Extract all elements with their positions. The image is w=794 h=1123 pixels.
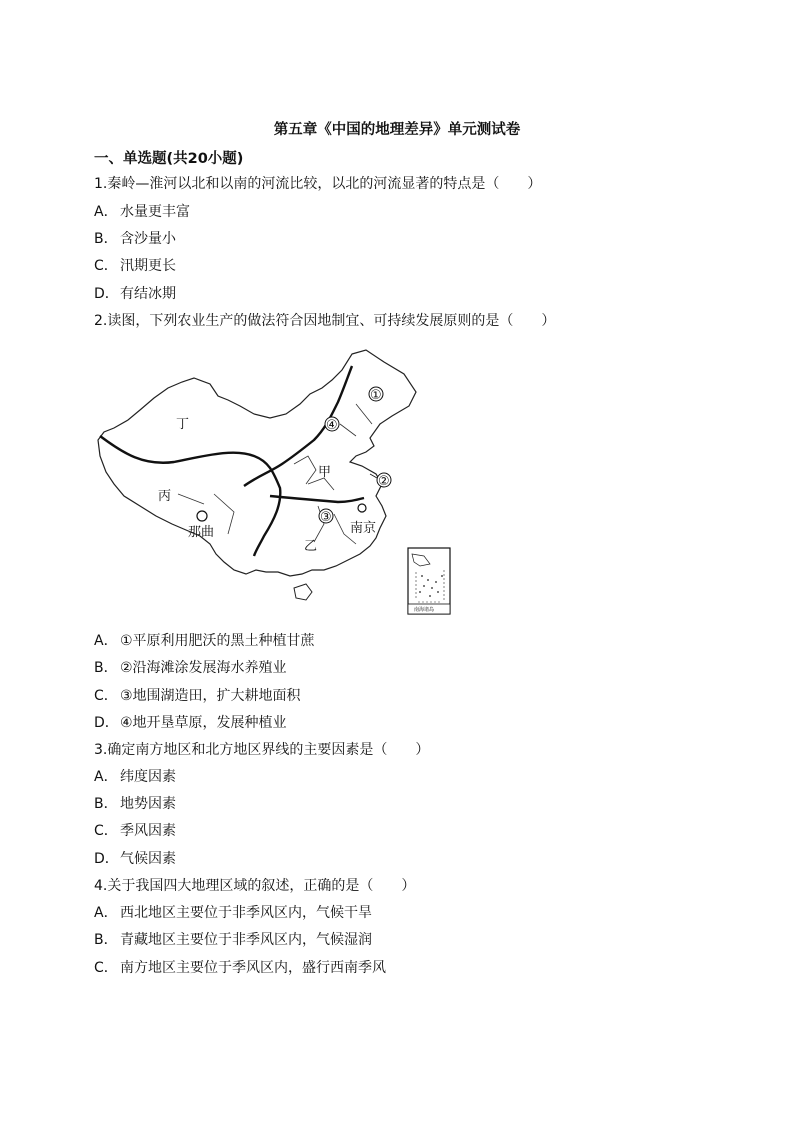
- q3-option-d: [94, 849, 176, 869]
- q1-option-b: [94, 229, 176, 249]
- q4-option-b: [94, 930, 372, 950]
- label-jia: 甲: [318, 465, 332, 480]
- q2-option-a: [94, 631, 315, 651]
- option-text: 含沙量小: [120, 231, 176, 247]
- label-yi: 乙: [304, 539, 318, 554]
- nanjing-marker: [358, 504, 366, 512]
- q3-option-b: [94, 794, 176, 814]
- boundary-qinling-huaihe: [270, 496, 364, 502]
- option-text: 地势因素: [120, 796, 176, 812]
- q1-option-d: [94, 284, 176, 304]
- label-bing: 丙: [158, 489, 172, 504]
- option-letter: D．: [94, 851, 119, 867]
- q3-option-c: [94, 821, 176, 841]
- hainan-island: [294, 584, 312, 600]
- section-heading: 一、单选题(共20小题): [94, 151, 244, 167]
- option-text: ③地围湖造田，扩大耕地面积: [120, 688, 301, 704]
- option-text: ①平原利用肥沃的黑土种植甘蔗: [120, 633, 315, 649]
- option-text: 青藏地区主要位于非季风区内，气候湿润: [120, 932, 372, 948]
- page-title: 第五章《中国的地理差异》单元测试卷: [273, 122, 521, 138]
- q2-option-d: [94, 713, 287, 733]
- option-text: ②沿海滩涂发展海水养殖业: [120, 660, 287, 676]
- option-letter: A．: [94, 905, 118, 921]
- option-text: 汛期更长: [120, 258, 176, 274]
- option-letter: D．: [94, 286, 119, 302]
- question-4-stem: 4.关于我国四大地理区域的叙述，正确的是（ ）: [94, 878, 416, 894]
- q2-option-c: [94, 686, 301, 706]
- label-marker-3: ③: [320, 510, 332, 525]
- label-nanjing: 南京: [350, 521, 377, 536]
- option-text: 南方地区主要位于季风区内，盛行西南季风: [120, 960, 386, 976]
- option-letter: D．: [94, 715, 119, 731]
- label-marker-2: ②: [378, 474, 390, 489]
- question-2-stem: 2.读图，下列农业生产的做法符合因地制宜、可持续发展原则的是（ ）: [94, 313, 556, 329]
- q4-option-a: [94, 903, 372, 923]
- q3-option-a: [94, 767, 176, 787]
- naqu-marker: [197, 511, 207, 521]
- option-letter: B．: [94, 932, 118, 948]
- china-outline: [98, 350, 416, 576]
- q1-option-c: [94, 256, 176, 276]
- label-naqu: 那曲: [188, 525, 215, 540]
- option-letter: C．: [94, 960, 118, 976]
- option-letter: A．: [94, 204, 118, 220]
- option-text: 纬度因素: [120, 769, 176, 785]
- option-letter: A．: [94, 633, 118, 649]
- option-text: 有结冰期: [120, 286, 176, 302]
- option-text: ④地开垦草原，发展种植业: [120, 715, 287, 731]
- question-3-stem: 3.确定南方地区和北方地区界线的主要因素是（ ）: [94, 742, 430, 758]
- option-letter: C．: [94, 258, 118, 274]
- province-lines: [178, 404, 372, 544]
- option-text: 西北地区主要位于非季风区内，气候干旱: [120, 905, 372, 921]
- china-region-map: [94, 344, 454, 619]
- option-letter: C．: [94, 688, 118, 704]
- label-marker-4: ④: [326, 418, 338, 433]
- option-letter: C．: [94, 823, 118, 839]
- map-svg: [94, 344, 454, 619]
- label-ding: 丁: [176, 417, 190, 432]
- option-letter: B．: [94, 231, 118, 247]
- question-1-stem: 1.秦岭—淮河以北和以南的河流比较，以北的河流显著的特点是（ ）: [94, 176, 542, 192]
- option-letter: B．: [94, 660, 118, 676]
- option-letter: B．: [94, 796, 118, 812]
- q4-option-c: [94, 958, 386, 978]
- q2-option-b: [94, 658, 287, 678]
- q1-option-a: [94, 202, 190, 222]
- label-marker-1: ①: [370, 388, 382, 403]
- option-text: 季风因素: [120, 823, 176, 839]
- inset-caption: 南海诸岛: [414, 607, 435, 613]
- option-text: 水量更丰富: [120, 204, 190, 220]
- option-text: 气候因素: [120, 851, 176, 867]
- option-letter: A．: [94, 769, 118, 785]
